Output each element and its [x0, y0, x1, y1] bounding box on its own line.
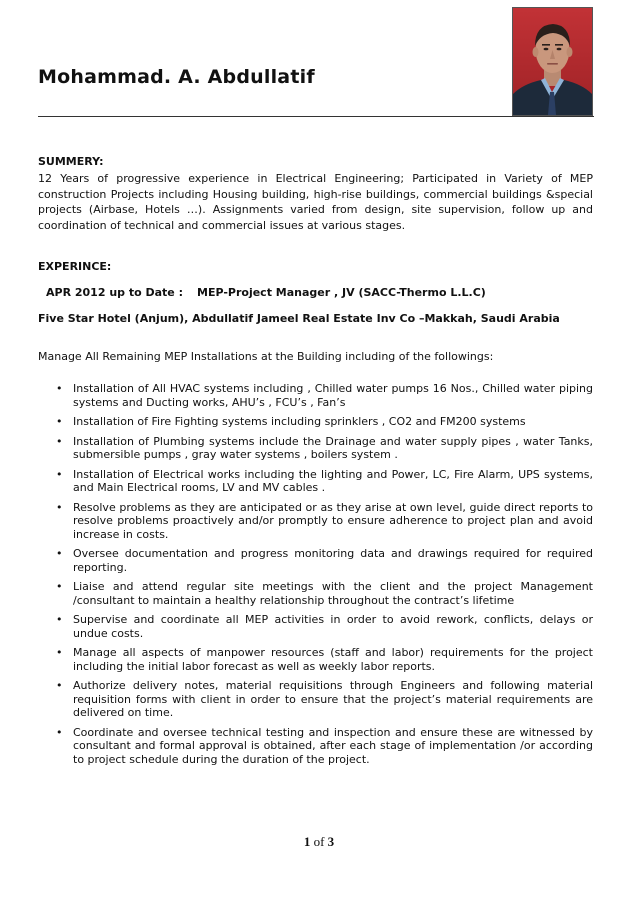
- page-of: of: [313, 834, 325, 849]
- project-name: Five Star Hotel (Anjum), Abdullatif Jameel Real Estate Inv Co –Makkah, Saudi Arabia: [38, 312, 560, 325]
- responsibilities-intro: Manage All Remaining MEP Installations at the Building including of the followings:: [38, 350, 494, 363]
- list-item: • Installation of Plumbing systems include the Drainage and water supply pipes , water Tanks, submersible pumps , gray water systems , boilers system .: [73, 435, 593, 462]
- summary-heading: SUMMERY:: [38, 155, 104, 168]
- page-number: [0, 834, 638, 850]
- list-item: • Liaise and attend regular site meetings with the client and the project Management /consultant to maintain a healthy relationship throughout the contract’s lifetime: [73, 580, 593, 607]
- header-divider: [38, 116, 594, 117]
- candidate-name: Mohammad. A. Abdullatif: [38, 66, 315, 88]
- list-item: • Oversee documentation and progress monitoring data and drawings required for required reporting.: [73, 547, 593, 574]
- list-item: • Installation of All HVAC systems including , Chilled water pumps 16 Nos., Chilled water piping systems and Ducting works, AHU’s , FCU’s , Fan’s: [73, 382, 593, 409]
- list-item: • Supervise and coordinate all MEP activities in order to avoid rework, conflicts, delays or undue costs.: [73, 613, 593, 640]
- page-total: 3: [327, 834, 335, 849]
- responsibilities-list: [73, 382, 593, 772]
- job-period: APR 2012 up to Date :: [46, 286, 184, 299]
- page-current: 1: [303, 834, 311, 849]
- list-item: • Installation of Fire Fighting systems including sprinklers , CO2 and FM200 systems: [73, 415, 593, 429]
- list-item: • Installation of Electrical works including the lighting and Power, LC, Fire Alarm, UPS systems, and Main Electrical rooms, LV and MV cables .: [73, 468, 593, 495]
- experience-heading: EXPERINCE:: [38, 260, 112, 273]
- list-item: • Manage all aspects of manpower resources (staff and labor) requirements for the project including the initial labor forecast as well as weekly labor reports.: [73, 646, 593, 673]
- list-item: • Authorize delivery notes, material requisitions through Engineers and following material requisition forms with client in order to ensure that the project’s material requirements are delivered on time.: [73, 679, 593, 720]
- list-item: • Coordinate and oversee technical testing and inspection and ensure these are witnessed by consultant and formal approval is obtained, after each stage of implementation /or according to project schedule during the duration of the project.: [73, 726, 593, 767]
- profile-photo-image: [513, 8, 592, 115]
- summary-text: 12 Years of progressive experience in Electrical Engineering; Participated in Variety of MEP construction Projects including Housing building, high-rise buildings, commercial buildings &special projects (Airbase, Hotels …). Assignments varied from design, site supervision, follow up and coordination of technical and commercial issues at various stages.: [38, 172, 593, 232]
- profile-photo: [512, 7, 593, 116]
- job-role: MEP-Project Manager , JV (SACC-Thermo L.L.C): [197, 286, 486, 299]
- list-item: • Resolve problems as they are anticipated or as they arise at own level, guide direct reports to resolve problems proactively and/or promptly to ensure adherence to project plan and avoid increase in costs.: [73, 501, 593, 542]
- job-title-line: [46, 286, 486, 299]
